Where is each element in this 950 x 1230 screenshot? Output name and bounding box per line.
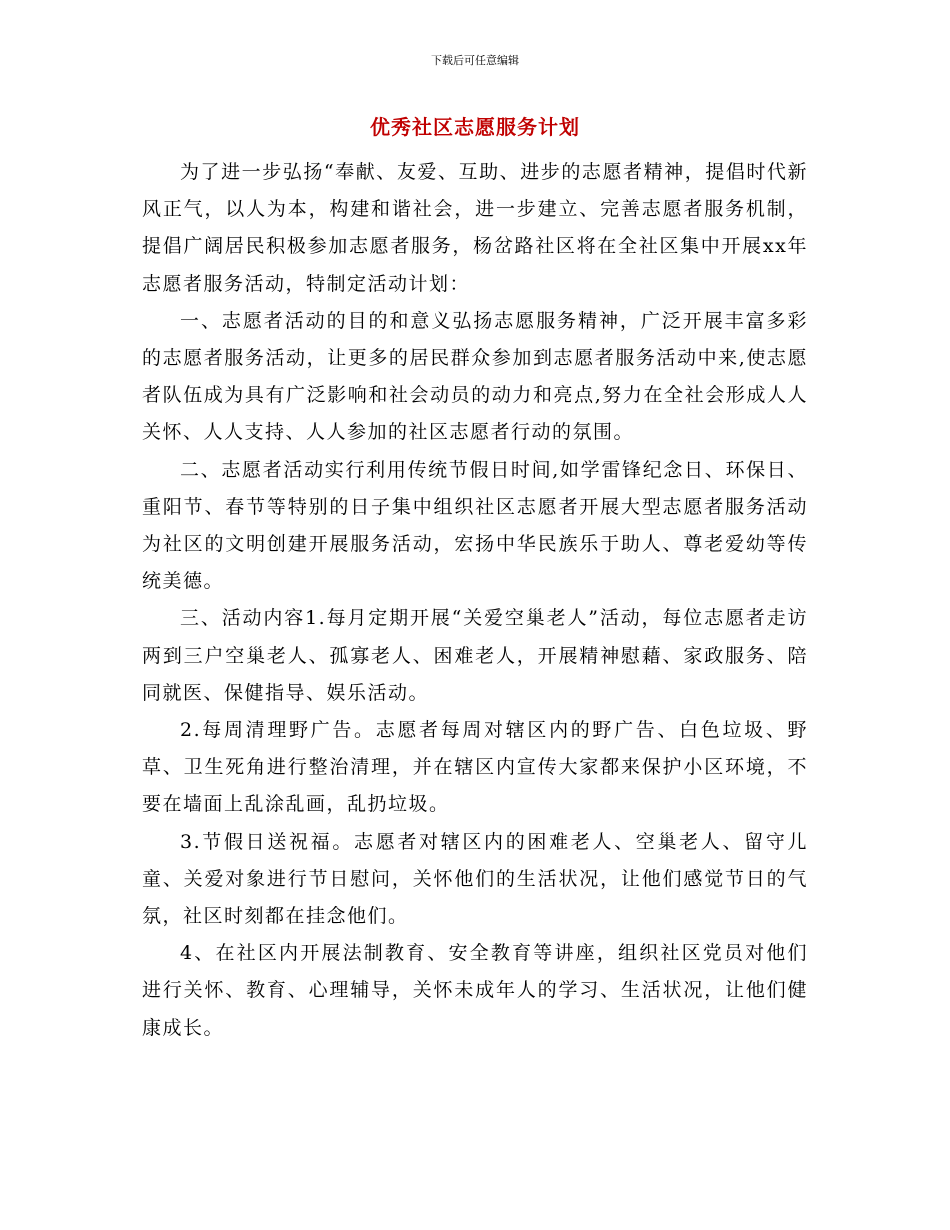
document-title: 优秀社区志愿服务计划: [370, 115, 580, 139]
paragraph-item-4: 4、在社区内开展法制教育、安全教育等讲座，组织社区党员对他们进行关怀、教育、心理辅导，关怀未成年人的学习、生活状况，让他们健康成长。: [142, 942, 808, 1039]
paragraph-section-2: 二、志愿者活动实行利用传统节假日时间,如学雷锋纪念日、环保日、重阳节、春节等特别的日子集中组织社区志愿者开展大型志愿者服务活动为社区的文明创建开展服务活动，宏扬中华民族乐于助人、尊老爱幼等传统美德。: [142, 458, 808, 593]
paragraph-section-3-item-1: 三、活动内容1.每月定期开展“关爱空巢老人”活动，每位志愿者走访两到三户空巢老人、孤寡老人、困难老人，开展精神慰藉、家政服务、陪同就医、保健指导、娱乐活动。: [142, 607, 808, 704]
paragraph-section-1: 一、志愿者活动的目的和意义弘扬志愿服务精神，广泛开展丰富多彩的志愿者服务活动，让更多的居民群众参加到志愿者服务活动中来,使志愿者队伍成为具有广泛影响和社会动员的动力和亮点,努力在全社会形成人人关怀、人人支持、人人参加的社区志愿者行动的氛围。: [142, 309, 808, 444]
document-body: [142, 154, 808, 1047]
paragraph-intro: 为了进一步弘扬“奉献、友爱、互助、进步的志愿者精神，提倡时代新风正气，以人为本，构建和谐社会，进一步建立、完善志愿者服务机制，提倡广阔居民积极参加志愿者服务，杨岔路社区将在全社区集中开展xx年志愿者服务活动，特制定活动计划：: [142, 161, 808, 295]
paragraph-item-2: 2.每周清理野广告。志愿者每周对辖区内的野广告、白色垃圾、野草、卫生死角进行整治清理，并在辖区内宣传大家都来保护小区环境，不要在墙面上乱涂乱画，乱扔垃圾。: [142, 719, 808, 816]
page-header: 下载后可任意编辑: [431, 54, 519, 67]
paragraph-item-3: 3.节假日送祝福。志愿者对辖区内的困难老人、空巢老人、留守儿童、关爱对象进行节日慰问，关怀他们的生活状况，让他们感觉节日的气氛，社区时刻都在挂念他们。: [142, 830, 808, 928]
